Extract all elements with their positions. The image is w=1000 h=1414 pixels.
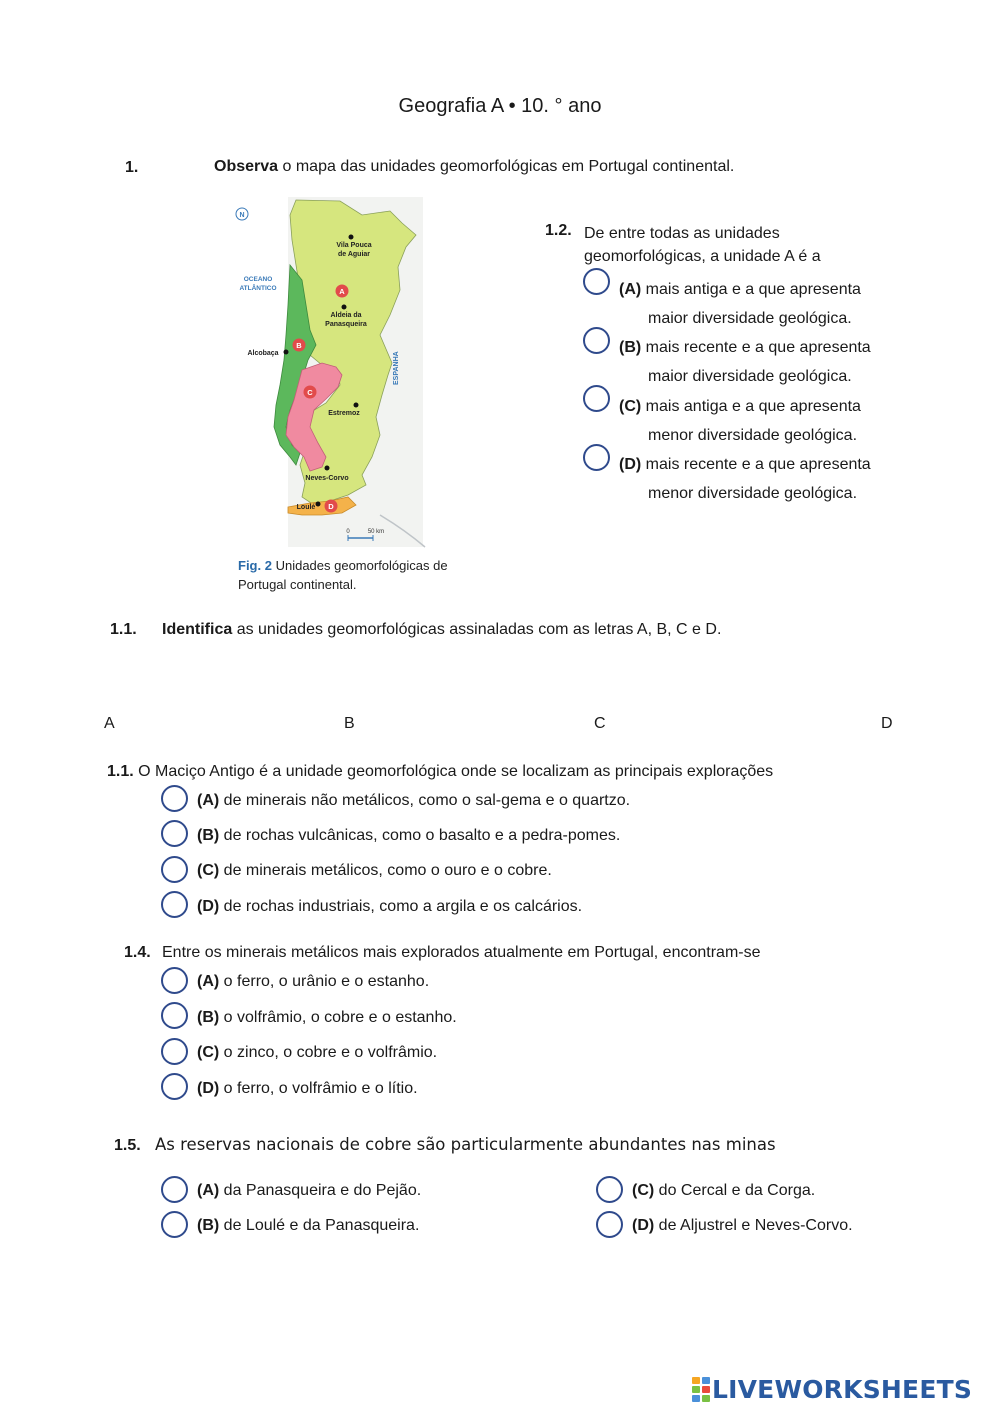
q15-option-label: (D): [632, 1217, 655, 1234]
city-dot-estremoz: [354, 403, 359, 408]
q13-number: 1.1.: [107, 763, 134, 780]
liveworksheets-wordmark: LIVEWORKSHEETS: [712, 1375, 973, 1404]
q12-option-text2: maior diversidade geológica.: [648, 368, 852, 385]
q12-number: 1.2.: [545, 222, 572, 239]
q15-radio-b[interactable]: [161, 1211, 188, 1238]
q13-option-label: (C): [197, 862, 220, 879]
q12-option-b: [619, 333, 871, 391]
q15-number: 1.5.: [114, 1137, 141, 1154]
q12-radio-c[interactable]: [583, 385, 610, 412]
q14-option-label: (B): [197, 1009, 220, 1026]
q15-option-text: de Loulé e da Panasqueira.: [223, 1217, 420, 1234]
q14-option-text: o ferro, o urânio e o estanho.: [223, 973, 430, 990]
label-ocean-2: ATLÂNTICO: [239, 285, 277, 292]
liveworksheets-logo-icon: [692, 1377, 712, 1403]
q11-verb: Identifica: [162, 621, 233, 638]
q12-stem-1: De entre todas as unidades: [584, 225, 780, 242]
q14-radio-d[interactable]: [161, 1073, 188, 1100]
q13-radio-c[interactable]: [161, 856, 188, 883]
q12-option-text: mais antiga e a que apresenta: [645, 281, 861, 298]
city-dot-neves: [325, 466, 330, 471]
q12-option-d: [619, 450, 871, 508]
q15-stem: As reservas nacionais de cobre são particularmente abundantes nas minas: [155, 1135, 776, 1154]
portugal-map: [230, 195, 430, 555]
q12-option-text2: menor diversidade geológica.: [648, 485, 858, 502]
q12-radio-a[interactable]: [583, 268, 610, 295]
q12-option-text2: menor diversidade geológica.: [648, 427, 858, 444]
q15-radio-a[interactable]: [161, 1176, 188, 1203]
q11-text: as unidades geomorfológicas assinaladas com as letras A, B, C e D.: [236, 621, 722, 638]
q15-option-b: [197, 1217, 419, 1235]
q13-option-label: (A): [197, 792, 220, 809]
q15-radio-d[interactable]: [596, 1211, 623, 1238]
label-aldeia-1: Aldeia da: [330, 312, 362, 319]
q1-text: o mapa das unidades geomorfológicas em Portugal continental.: [282, 158, 735, 175]
q15-option-label: (C): [632, 1182, 655, 1199]
q13-prompt: [107, 763, 773, 781]
q12-option-text: mais recente e a que apresenta: [645, 456, 871, 473]
marker-c-label: C: [307, 388, 313, 397]
q14-radio-b[interactable]: [161, 1002, 188, 1029]
q13-option-d: [197, 898, 582, 916]
q12-stem: [584, 222, 821, 268]
scale-fifty: 50 km: [367, 529, 385, 535]
q14-option-b: [197, 1009, 457, 1027]
label-aldeia-2: Panasqueira: [325, 321, 367, 328]
label-alcobaca: Alcobaça: [247, 350, 279, 357]
q1-prompt: [214, 158, 734, 176]
liveworksheets-logo: [692, 1375, 992, 1407]
q12-stem-2: geomorfológicas, a unidade A é a: [584, 248, 821, 265]
q14-option-c: [197, 1044, 437, 1062]
q15-option-text: de Aljustrel e Neves-Corvo.: [658, 1217, 853, 1234]
answer-field-b[interactable]: B: [344, 715, 355, 732]
city-dot-alcobaca: [284, 350, 289, 355]
q12-option-label: (A): [619, 281, 642, 298]
q13-option-label: (B): [197, 827, 220, 844]
figure-caption: [238, 556, 478, 594]
q15-radio-c[interactable]: [596, 1176, 623, 1203]
q13-option-text: de minerais não metálicos, como o sal-gema e o quartzo.: [223, 792, 631, 809]
city-dot-aldeia: [342, 305, 347, 310]
q13-option-c: [197, 862, 552, 880]
q14-stem: Entre os minerais metálicos mais explorados atualmente em Portugal, encontram-se: [162, 944, 761, 961]
q12-option-label: (B): [619, 339, 642, 356]
q14-radio-a[interactable]: [161, 967, 188, 994]
marker-a-label: A: [339, 287, 345, 296]
label-vila-pouca-2: de Aguiar: [337, 251, 371, 258]
q13-option-text: de minerais metálicos, como o ouro e o cobre.: [223, 862, 552, 879]
figure-number: Fig. 2: [238, 558, 272, 573]
q14-option-text: o zinco, o cobre e o volfrâmio.: [223, 1044, 438, 1061]
north-label: N: [239, 212, 245, 219]
q13-radio-d[interactable]: [161, 891, 188, 918]
q13-option-label: (D): [197, 898, 220, 915]
q15-option-text: do Cercal e da Corga.: [658, 1182, 816, 1199]
q13-option-text: de rochas vulcânicas, como o basalto e a pedra-pomes.: [223, 827, 621, 844]
q14-option-label: (D): [197, 1080, 220, 1097]
q14-radio-c[interactable]: [161, 1038, 188, 1065]
q11-number: 1.1.: [110, 621, 137, 638]
q13-option-b: [197, 827, 620, 845]
label-spain: ESPANHA: [393, 351, 400, 385]
figure-caption-2: Portugal continental.: [238, 577, 357, 592]
q1-verb: Observa: [214, 158, 279, 175]
q12-option-text2: maior diversidade geológica.: [648, 310, 852, 327]
q1-number: 1.: [125, 159, 139, 176]
q12-option-label: (C): [619, 398, 642, 415]
q15-option-label: (B): [197, 1217, 220, 1234]
label-estremoz: Estremoz: [328, 410, 360, 417]
q14-option-a: [197, 973, 429, 991]
q14-option-text: o volfrâmio, o cobre e o estanho.: [223, 1009, 457, 1026]
label-ocean-1: OCEANO: [243, 276, 273, 283]
scale-zero: 0: [346, 529, 350, 535]
q12-option-c: [619, 392, 861, 450]
marker-d-label: D: [328, 502, 334, 511]
q12-option-label: (D): [619, 456, 642, 473]
q12-radio-d[interactable]: [583, 444, 610, 471]
q13-option-a: [197, 792, 630, 810]
q13-radio-a[interactable]: [161, 785, 188, 812]
q15-option-c: [632, 1182, 815, 1200]
q14-option-label: (A): [197, 973, 220, 990]
label-loule: Loulé: [296, 504, 316, 511]
figure-caption-1: Unidades geomorfológicas de: [275, 558, 448, 573]
q12-radio-b[interactable]: [583, 327, 610, 354]
q15-option-d: [632, 1217, 853, 1235]
q14-option-text: o ferro, o volfrâmio e o lítio.: [223, 1080, 418, 1097]
q12-option-text: mais antiga e a que apresenta: [645, 398, 861, 415]
marker-b-label: B: [296, 341, 302, 350]
q11-prompt: [162, 621, 721, 639]
q14-number: 1.4.: [124, 944, 151, 961]
q14-option-label: (C): [197, 1044, 220, 1061]
q13-option-text: de rochas industriais, como a argila e os calcários.: [223, 898, 583, 915]
q13-radio-b[interactable]: [161, 820, 188, 847]
q15-option-a: [197, 1182, 421, 1200]
q12-option-text: mais recente e a que apresenta: [645, 339, 871, 356]
answer-field-a[interactable]: A: [104, 715, 115, 732]
portugal-map-svg: [230, 195, 430, 555]
q15-option-text: da Panasqueira e do Pejão.: [223, 1182, 422, 1199]
q12-option-a: [619, 275, 861, 333]
answer-field-c[interactable]: C: [594, 715, 606, 732]
label-vila-pouca-1: Vila Pouca: [336, 242, 372, 249]
q13-stem: O Maciço Antigo é a unidade geomorfológica onde se localizam as principais explorações: [138, 763, 774, 780]
q14-option-d: [197, 1080, 418, 1098]
city-dot-vila-pouca: [349, 235, 354, 240]
q15-option-label: (A): [197, 1182, 220, 1199]
answer-field-d[interactable]: D: [881, 715, 893, 732]
city-dot-loule: [316, 502, 321, 507]
label-neves-corvo: Neves-Corvo: [305, 475, 349, 482]
page-title: Geografia A • 10. ° ano: [398, 95, 602, 117]
